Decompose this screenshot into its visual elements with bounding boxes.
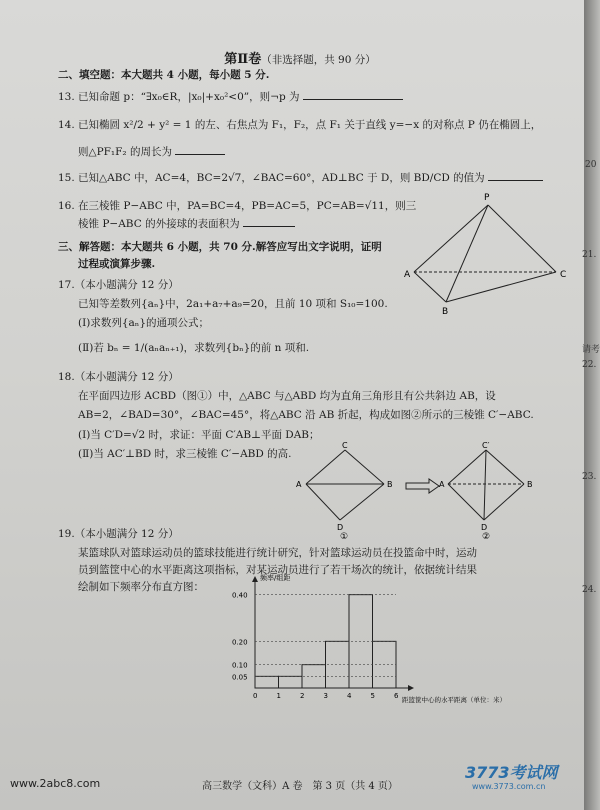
x-tick-label: 3 <box>323 692 328 700</box>
fig2-label-Cprime: C′ <box>482 441 490 450</box>
pyramid-figure-2 <box>438 440 538 540</box>
page-footer: 高三数学（文科）A 卷 第 3 页（共 4 页） <box>202 781 398 792</box>
x-tick-label: 1 <box>276 692 281 700</box>
margin-number: 22. <box>582 360 597 370</box>
question-13: 13. 已知命题 p：“∃x₀∈R，|x₀|+x₀²<0”，则¬p 为 <box>58 89 403 104</box>
question-15: 15. 已知△ABC 中，AC=4，BC=2√7，∠BAC=60°，AD⊥BC 于 D，则 BD/CD 的值为 <box>58 170 543 185</box>
question-17-title: 17.（本小题满分 12 分） <box>58 279 179 291</box>
x-tick-label: 0 <box>253 692 258 700</box>
y-tick-label: 0.05 <box>232 673 248 682</box>
frequency-histogram <box>200 568 506 718</box>
solve-heading-line1: 三、解答题：本大题共 6 小题，共 70 分.解答应写出文字说明，证明 <box>58 241 382 253</box>
fig1-caption: ① <box>340 532 349 542</box>
x-tick-label: 2 <box>300 692 305 700</box>
question-16-line1: 16. 在三棱锥 P−ABC 中，PA=BC=4，PB=AC=5，PC=AB=√11，则三 <box>58 200 417 212</box>
fig2-label-A: A <box>439 480 445 489</box>
fig1-label-D: D <box>337 523 344 532</box>
histogram-axes <box>252 576 414 691</box>
question-18-part2: (Ⅱ)当 AC′⊥BD 时，求三棱锥 C′−ABD 的高. <box>78 448 292 460</box>
label-A: A <box>404 270 411 280</box>
x-axis-arrow <box>408 685 414 691</box>
histogram-ticks <box>232 592 399 700</box>
histogram-y-label: 频率/组距 <box>260 574 291 582</box>
y-tick-label: 0.40 <box>232 591 248 600</box>
margin-number: 请考 <box>582 345 600 355</box>
question-19-title: 19.（本小题满分 12 分） <box>58 528 179 540</box>
watermark-right-url: www.3773.com.cn <box>472 782 546 791</box>
margin-number: 20 <box>585 160 597 170</box>
next-page-edge <box>584 0 600 810</box>
y-tick-label: 0.10 <box>232 661 248 670</box>
fig1-label-C: C <box>342 441 348 450</box>
watermark-left: www.2abc8.com <box>10 777 101 790</box>
question-19-stem2: 员到篮筐中心的水平距离这项指标，对某运动员进行了若干场次的统计，依据统计结果 <box>78 564 477 576</box>
question-17-part2: (Ⅱ)若 bₙ = 1/(aₙaₙ₊₁)，求数列{bₙ}的前 n 项和. <box>78 342 310 354</box>
x-tick-label: 5 <box>370 692 375 700</box>
solve-heading-line2: 过程或演算步骤. <box>78 258 156 270</box>
question-18-stem1: 在平面四边形 ACBD（图①）中，△ABC 与△ABD 均为直角三角形且有公共斜边 AB，设 <box>78 390 496 402</box>
question-18-title: 18.（本小题满分 12 分） <box>58 371 179 383</box>
label-C: C <box>560 270 567 280</box>
question-19-stem3: 绘制如下频率分布直方图： <box>78 581 204 593</box>
question-14-line1: 14. 已知椭圆 x²/2 + y² = 1 的左、右焦点为 F₁，F₂，点 F₁ 关于直线 y=−x 的对称点 P 仍在椭圆上， <box>58 119 542 131</box>
margin-number: 21. <box>582 250 597 260</box>
histogram-bar <box>279 676 303 688</box>
x-tick-label: 4 <box>347 692 352 700</box>
question-18-stem2: AB=2，∠BAD=30°，∠BAC=45°，将△ABC 沿 AB 折起，构成如图②所示的三棱锥 C′−ABC. <box>78 409 534 421</box>
histogram-bar <box>255 676 279 688</box>
question-14-line2: 则△PF₁F₂ 的周长为 <box>78 144 225 159</box>
y-axis-arrow <box>252 576 258 582</box>
question-18-part1: (Ⅰ)当 C′D=√2 时，求证：平面 C′AB⊥平面 DAB； <box>78 429 320 441</box>
question-19-stem1: 某篮球队对篮球运动员的篮球技能进行统计研究，针对篮球运动员在投篮命中时，运动 <box>78 547 477 559</box>
histogram-bar <box>326 641 350 688</box>
tetrahedron-figure <box>400 190 580 320</box>
quadrilateral-figure-1 <box>290 440 400 540</box>
margin-number: 24. <box>582 585 597 595</box>
fig2-caption: ② <box>482 532 491 542</box>
y-tick-label: 0.20 <box>232 638 248 647</box>
label-B: B <box>442 307 449 317</box>
margin-number: 23. <box>582 472 597 482</box>
fold-arrow-icon <box>405 478 441 494</box>
histogram-bar <box>302 665 326 688</box>
fig2-label-B: B <box>527 480 533 489</box>
fig1-label-B: B <box>387 480 393 489</box>
question-17-part1: (Ⅰ)求数列{aₙ}的通项公式； <box>78 317 210 329</box>
fig1-label-A: A <box>296 480 302 489</box>
fill-blank-heading: 二、填空题：本大题共 4 小题，每小题 5 分. <box>58 69 270 81</box>
x-tick-label: 6 <box>394 692 399 700</box>
fig2-label-D: D <box>481 523 488 532</box>
question-16-line2: 棱锥 P−ABC 的外接球的表面积为 <box>78 216 295 231</box>
section-title: 第Ⅱ卷（非选择题，共 90 分） <box>224 52 376 67</box>
watermark-right: 3773考试网 <box>465 763 558 782</box>
histogram-x-label: 距篮筐中心的水平距离（单位：米） <box>402 696 506 704</box>
label-P: P <box>484 193 490 203</box>
question-17-stem: 已知等差数列{aₙ}中，2a₁+a₇+a₉=20，且前 10 项和 S₁₀=100. <box>78 298 388 310</box>
